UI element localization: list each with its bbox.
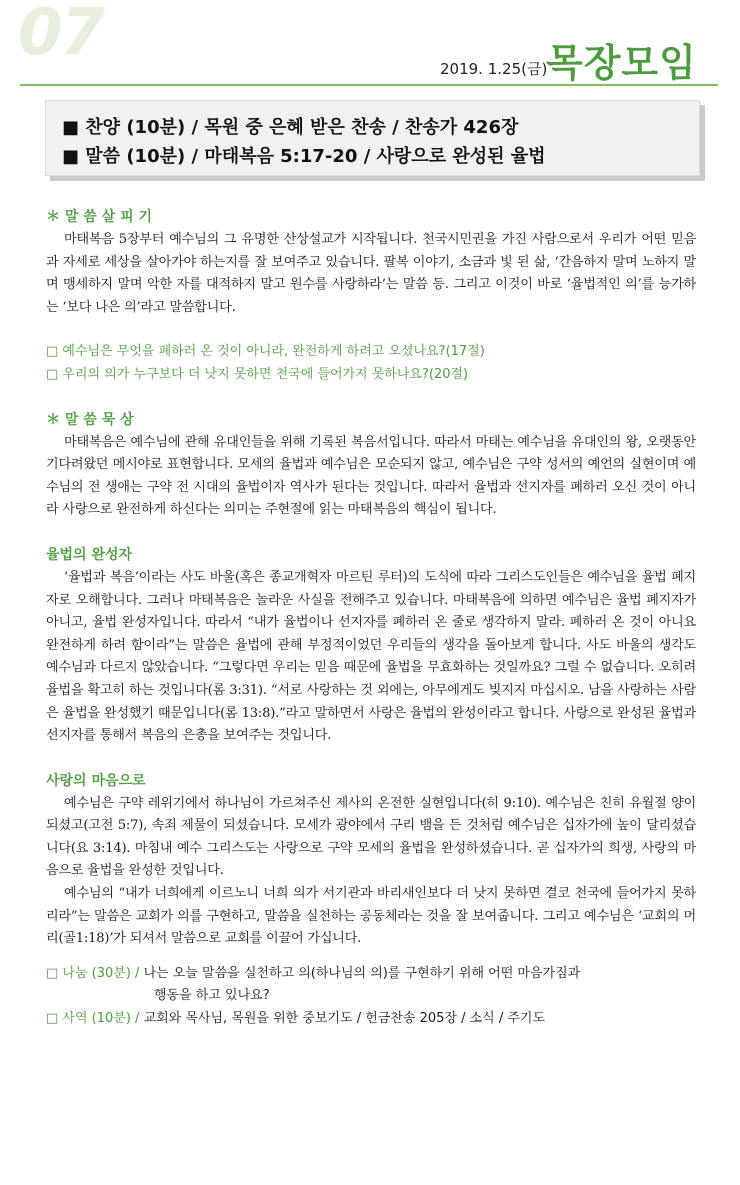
praise-line: ■ 찬양 (10분) / 목원 중 은혜 받은 찬송 / 찬송가 426장 [62,117,519,138]
sharing-text: 나는 오늘 말씀을 실천하고 의(하나님의 의)를 구현하기 위해 어떤 마음가짐과 [143,965,581,981]
sharing-text-continued: 행동을 하고 있나요? [154,988,270,1004]
word-line: ■ 말씀 (10분) / 마태복음 5:17-20 / 사랑으로 완성된 율법 [62,146,546,167]
order-summary-box [45,100,700,176]
fulfiller-paragraph: ‘율법과 복음’이라는 사도 바울(혹은 종교개혁자 마르틴 루터)의 도식에 따라 그리스도인들은 예수님을 율법 폐지자로 오해합니다. 그러나 마태복음은 놀라운 사실을 전해주고 있습니다. 마태복음에 의하면 예수님은 율법 폐지자가 아니고, 율법 완성자입니다. 따라서 “내가 율법이나 선지자를 폐하러 온 줄로 생각하지 말라. 폐하러 온 것이 아니요 완전하게 하려 함이라”는 말씀은 율법에 관해 부정적이었던 우리들의 생각을 돌아보게 합니다. 사도 바울의 생각도 예수님과 다르지 않았습니다. “그렇다면 우리는 믿음 때문에 율법을 무효화하는 것일까요? 그럴 수 없습니다. 오히려 율법을 확고히 하는 것입니다(롬 3:31). “서로 사랑하는 것 외에는, 아무에게도 빚지지 마십시오. 남을 사랑하는 사람은 율법을 완성했기 때문입니다(롬 13:8).”라고 말하면서 사랑은 율법의 완성이라고 합니다. 사랑으로 완성된 율법과 선지자를 통해서 복음의 은총을 보여주는 것입니다. [46,569,696,744]
sharing-activity [46,963,696,1008]
love-paragraph-2: 예수님의 “내가 너희에게 이르노니 너희 의가 서기관과 바리새인보다 더 낫지 못하면 결코 천국에 들어가지 못하리라”는 말씀은 교회가 의를 구현하고, 말씀을 실천하는 공동체라는 것을 잘 보여줍니다. 그리고 예수님은 ‘교회의 머리(골1:18)’가 되셔서 말씀으로 교회를 이끌어 가십니다. [46,886,696,947]
section-heading-love: 사랑의 마음으로 [46,772,146,789]
examine-paragraph: 마태복음 5장부터 예수님의 그 유명한 산상설교가 시작됩니다. 천국시민권을 가진 사람으로서 우리가 어떤 믿음과 자세로 세상을 살아가야 하는지를 잘 보여주고 있습니다. 팔복 이야기, 소금과 빛 된 삶, ‘간음하지 말며 노하지 말며 맹세하지 말며 악한 자를 대적하지 말고 원수를 사랑하라’는 말씀 등. 그리고 이것이 바로 ‘율법적인 의’를 능가하는 ‘보다 나은 의’라고 말씀합니다. [46,232,696,315]
page-number: 07 [18,0,104,70]
sharing-label: □ 나눔 (30분) / [46,965,140,981]
section-heading-examine: ＊ 말 씀 살 피 기 [46,209,152,225]
ministry-label: □ 사역 (10분) / [46,1011,140,1027]
ministry-text: 교회와 목사님, 목원을 위한 중보기도 / 헌금찬송 205장 / 소식 / 주기도 [143,1011,546,1027]
question-item: □ 예수님은 무엇을 폐하러 온 것이 아니라, 완전하게 하려고 오셨나요?(17절) [46,344,485,360]
main-content [46,206,696,1031]
meeting-date: 2019. 1.25(금) [440,60,548,78]
love-paragraph-1: 예수님은 구약 레위기에서 하나님이 가르쳐주신 제사의 온전한 실현입니다(히 9:10). 예수님은 친히 유월절 양이 되셨고(고전 5:7), 속죄 제물이 되셨습니다. 모세가 광야에서 구리 뱀을 든 것처럼 예수님은 십자가에 높이 달리셨습니다(요 3:14). 마침내 예수 그리스도는 사랑으로 구약 모세의 율법을 완성하셨습니다. 곧 십자가의 희생, 사랑의 마음으로 율법을 완성한 것입니다. [46,795,696,879]
meditate-paragraph: 마태복음은 예수님에 관해 유대인들을 위해 기록된 복음서입니다. 따라서 마태는 예수님을 유대인의 왕, 오랫동안 기다려왔던 메시야로 표현합니다. 모세의 율법과 예수님은 모순되지 않고, 예수님은 구약 성서의 예언의 실현이며 예수님의 전 생애는 구약 전 시대의 율법이자 역사가 된다는 것입니다. 따라서 율법과 선지자를 폐하러 오신 것이 아니라 사랑으로 완전하게 하신다는 의미는 주현절에 읽는 마태복음의 핵심이 됩니다. [46,434,696,518]
section-title: 목장모임 [546,41,697,85]
ministry-activity [46,1008,696,1031]
header-divider [20,84,718,86]
question-item: □ 우리의 의가 누구보다 더 낫지 못하면 천국에 들어가지 못하나요?(20절) [46,366,469,382]
section-heading-meditate: ＊ 말 씀 묵 상 [46,411,134,428]
section-heading-fulfiller: 율법의 완성자 [46,546,133,563]
